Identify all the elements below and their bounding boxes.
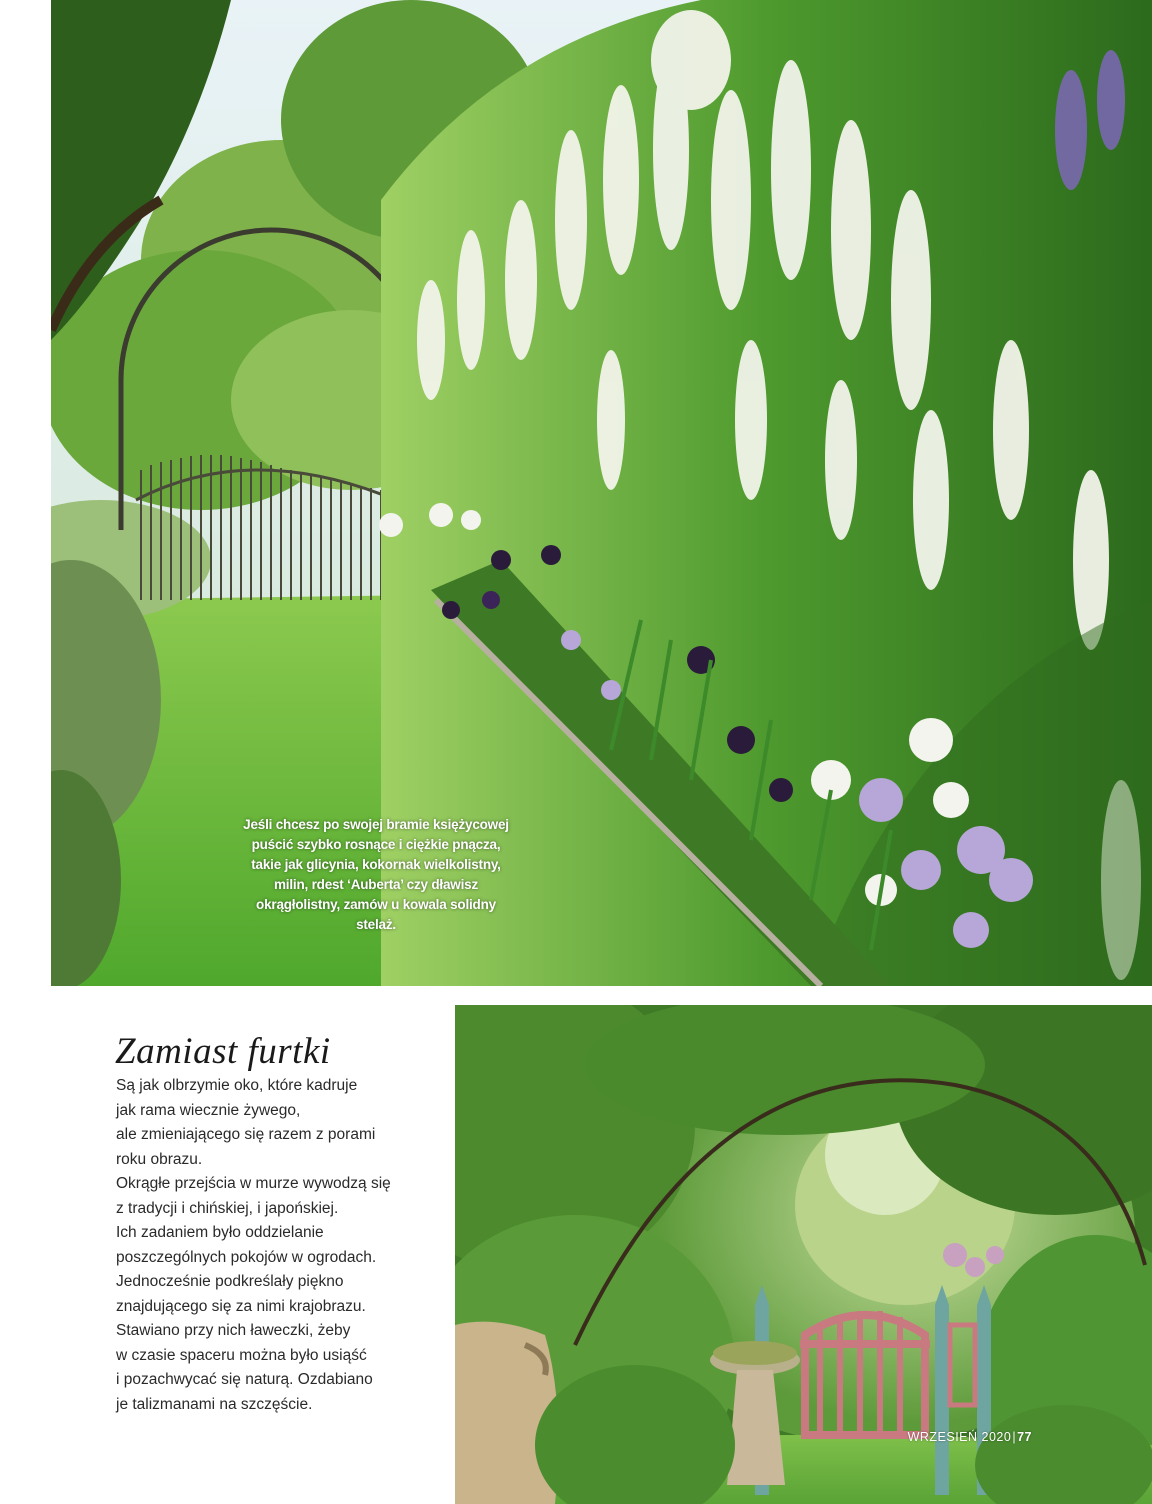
folio-separator: | [1012, 1430, 1017, 1444]
body-line: Są jak olbrzymie oko, które kadruje [116, 1077, 358, 1094]
caption-line: puścić szybko rosnące i ciężkie pnącza, [251, 837, 501, 852]
moon-gate-illustration [455, 1005, 1152, 1504]
body-line: Jednocześnie podkreślały piękno [116, 1273, 344, 1290]
section-heading: Zamiast furtki [115, 1031, 331, 1072]
body-line: Stawiano przy nich ławeczki, żeby [116, 1322, 351, 1339]
caption-line: milin, rdest ‘Auberta’ czy dławisz [273, 877, 478, 892]
caption-line: Jeśli chcesz po swojej bramie księżycowej [243, 817, 509, 832]
caption-line: takie jak glicynia, kokornak wielkolistny, [251, 857, 501, 872]
moon-gate-photo [455, 1005, 1152, 1504]
wisteria-garden-photo [51, 0, 1152, 986]
body-line: z tradycji i chińskiej, i japońskiej. [116, 1199, 339, 1217]
body-line: jak rama wiecznie żywego, [116, 1101, 301, 1119]
body-line: w czasie spaceru można było usiąść [116, 1346, 367, 1364]
body-line: roku obrazu. [116, 1150, 203, 1168]
article-body [116, 1074, 436, 1417]
page-folio [908, 1430, 1032, 1444]
body-line: znajdującego się za nimi krajobrazu. [116, 1297, 366, 1315]
body-line: i pozachwycać się naturą. Ozdabiano [116, 1371, 373, 1388]
caption-line: okrągłolistny, zamów u kowala solidny [256, 897, 496, 912]
body-line: je talizmanami na szczęście. [116, 1395, 313, 1413]
body-line: Okrągłe przejścia w murze wywodzą się [116, 1175, 391, 1192]
page-number: 77 [1017, 1430, 1032, 1444]
caption-line: stelaż. [356, 917, 396, 932]
body-line: Ich zadaniem było oddzielanie [116, 1224, 324, 1241]
photo-caption [211, 815, 541, 935]
body-line: poszczególnych pokojów w ogrodach. [116, 1248, 377, 1266]
folio-issue: WRZESIEŃ 2020 [907, 1430, 1012, 1444]
body-line: ale zmieniającego się razem z porami [116, 1126, 376, 1143]
